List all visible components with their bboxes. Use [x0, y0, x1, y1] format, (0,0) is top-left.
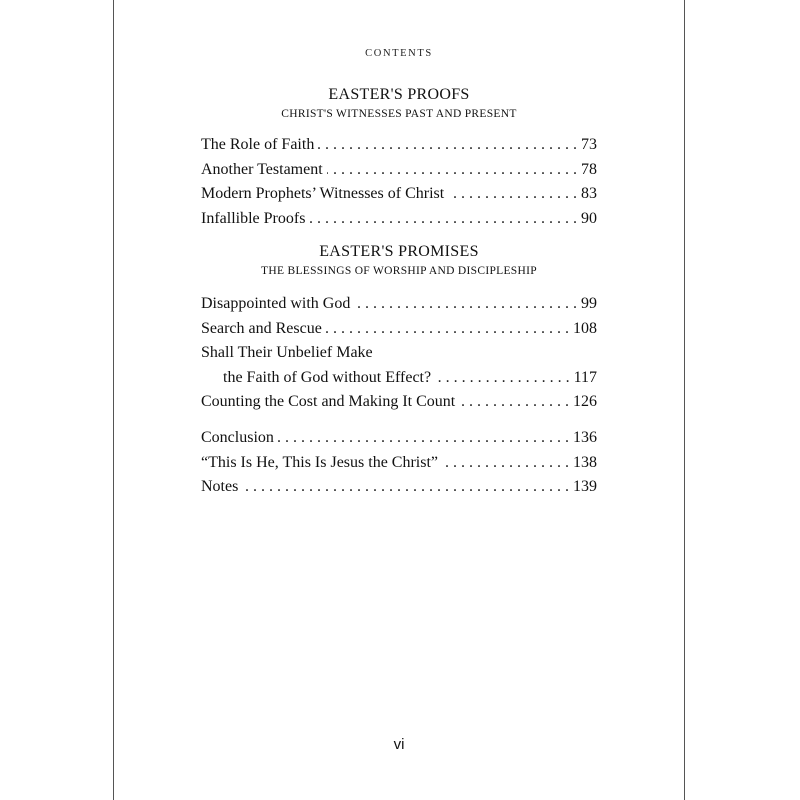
dot-leader	[309, 207, 577, 232]
toc-entry-page: 78	[581, 160, 597, 178]
toc-list-back-matter	[201, 426, 597, 500]
toc-entry-title: Notes	[201, 478, 239, 495]
book-page	[113, 0, 685, 800]
dot-leader	[459, 390, 569, 415]
section-subtitle-proofs: CHRIST'S WITNESSES PAST AND PRESENT	[281, 108, 517, 120]
toc-entry-page: 139	[573, 478, 597, 495]
dot-leader	[326, 317, 569, 342]
toc-entry-page: 126	[573, 393, 597, 410]
toc-entry-page: 108	[573, 319, 597, 337]
dot-leader	[278, 426, 569, 451]
toc-list-proofs	[201, 133, 597, 231]
dot-leader	[442, 451, 569, 476]
toc-entry-title: Disappointed with God	[201, 295, 351, 312]
toc-entry-title: Another Testament	[201, 160, 323, 178]
toc-entry-page: 90	[581, 209, 597, 227]
toc-entry-first-line[interactable]	[201, 341, 597, 366]
section-title-proofs: EASTER'S PROOFS	[328, 86, 470, 103]
toc-entry[interactable]	[201, 133, 597, 158]
toc-entry-continuation[interactable]	[201, 366, 597, 391]
dot-leader	[435, 366, 569, 391]
toc-entry[interactable]	[201, 426, 597, 451]
dot-leader	[448, 182, 577, 207]
section-title-promises: EASTER'S PROMISES	[319, 243, 479, 260]
toc-entry[interactable]	[201, 390, 597, 415]
toc-entry-page: 73	[581, 136, 597, 153]
toc-entry-title: the Faith of God without Effect?	[223, 368, 432, 386]
toc-entry-title: Infallible Proofs	[201, 209, 306, 227]
toc-entry[interactable]	[201, 317, 597, 342]
toc-entry-title: The Role of Faith	[201, 136, 315, 153]
toc-entry[interactable]	[201, 158, 597, 183]
toc-entry-page: 136	[573, 429, 597, 446]
toc-entry-title: “This Is He, This Is Jesus the Christ”	[201, 453, 439, 471]
toc-entry[interactable]	[201, 475, 597, 500]
toc-entry-title: Shall Their Unbelief Make	[201, 344, 373, 361]
dot-leader	[318, 133, 577, 158]
toc-entry[interactable]	[201, 292, 597, 317]
toc-entry-page: 83	[581, 185, 597, 202]
toc-entry[interactable]	[201, 207, 597, 232]
toc-entry[interactable]	[201, 451, 597, 476]
toc-entry-page: 117	[573, 368, 597, 386]
dot-leader	[242, 475, 569, 500]
toc-entry[interactable]	[201, 182, 597, 207]
toc-entry-title: Counting the Cost and Making It Count	[201, 393, 456, 410]
dot-leader	[354, 292, 577, 317]
toc-entry-page: 138	[573, 453, 597, 471]
toc-entry-title: Conclusion	[201, 429, 274, 446]
toc-entry-page: 99	[581, 295, 597, 312]
running-head: CONTENTS	[365, 48, 433, 59]
toc-entry-title: Modern Prophets’ Witnesses of Christ	[201, 185, 445, 202]
toc-list-promises	[201, 292, 597, 415]
toc-entry-title: Search and Rescue	[201, 319, 322, 337]
dot-leader	[327, 158, 577, 183]
section-subtitle-promises: THE BLESSINGS OF WORSHIP AND DISCIPLESHIP	[261, 265, 537, 277]
page-number: vi	[393, 736, 405, 753]
